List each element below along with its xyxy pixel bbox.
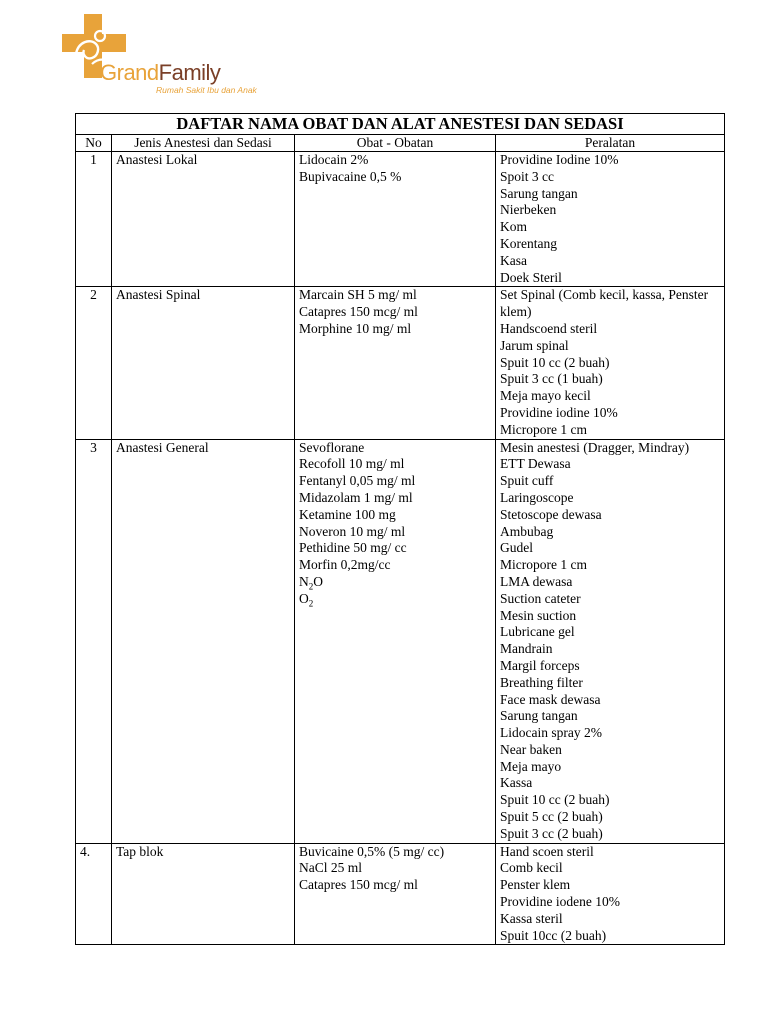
peralatan-item: Mandrain [500, 641, 553, 657]
obat-item: Bupivacaine 0,5 % [299, 168, 402, 184]
obat-item-n2o [299, 574, 491, 591]
peralatan-item: Sarung tangan [500, 185, 578, 201]
row-peralatan [496, 439, 725, 843]
header-no: No [76, 135, 112, 152]
peralatan-item: Hand scoen steril [500, 843, 594, 859]
row-peralatan [496, 843, 725, 945]
peralatan-item: Jarum spinal [500, 337, 569, 353]
peralatan-item: Providine iodine 10% [500, 404, 618, 420]
peralatan-item: Kassa [500, 775, 533, 791]
header-jenis: Jenis Anestesi dan Sedasi [112, 135, 295, 152]
row-jenis: Anastesi Spinal [112, 287, 295, 439]
peralatan-item: Micropore 1 cm [500, 421, 587, 437]
obat-item: Morfin 0,2mg/cc [299, 557, 391, 573]
drug-equipment-table [75, 113, 725, 945]
o2-subscript: 2 [308, 598, 314, 609]
row-obat [295, 439, 496, 843]
peralatan-item: Margil forceps [500, 657, 580, 673]
obat-item: NaCl 25 ml [299, 860, 362, 876]
obat-item: Recofoll 10 mg/ ml [299, 456, 405, 472]
row-obat [295, 287, 496, 439]
peralatan-item: Meja mayo kecil [500, 388, 591, 404]
header-obat: Obat - Obatan [295, 135, 496, 152]
peralatan-item: Kom [500, 219, 527, 235]
row-number: 4. [76, 843, 112, 945]
obat-item: Noveron 10 mg/ ml [299, 523, 406, 539]
obat-item: Fentanyl 0,05 mg/ ml [299, 473, 416, 489]
n2o-subscript: 2 [308, 581, 314, 592]
row-peralatan [496, 287, 725, 439]
peralatan-item: Gudel [500, 540, 533, 556]
n2o-o: O [313, 573, 323, 589]
row-jenis: Anastesi Lokal [112, 152, 295, 287]
obat-item: Catapres 150 mcg/ ml [299, 304, 418, 320]
obat-item: Lidocain 2% [299, 152, 369, 167]
logo-family-text: Family [158, 60, 221, 85]
peralatan-item: Laringoscope [500, 489, 574, 505]
peralatan-item: Spuit 10 cc (2 buah) [500, 792, 610, 808]
row-peralatan [496, 152, 725, 287]
row-obat [295, 843, 496, 945]
obat-item: Catapres 150 mcg/ ml [299, 877, 418, 893]
obat-item: Midazolam 1 mg/ ml [299, 489, 413, 505]
row-number: 3 [76, 439, 112, 843]
o2-o: O [299, 590, 309, 606]
table-row [76, 287, 725, 439]
peralatan-item: Spuit cuff [500, 473, 554, 489]
peralatan-item: Face mask dewasa [500, 691, 601, 707]
table-title: DAFTAR NAMA OBAT DAN ALAT ANESTESI DAN SEDASI [76, 114, 725, 135]
peralatan-item: Breathing filter [500, 674, 583, 690]
peralatan-item: Penster klem [500, 877, 571, 893]
peralatan-item: Lubricane gel [500, 624, 575, 640]
peralatan-item: Ambubag [500, 523, 554, 539]
peralatan-item: Spuit 10cc (2 buah) [500, 927, 607, 943]
peralatan-item: Stetoscope dewasa [500, 506, 602, 522]
obat-item: Sevoflorane [299, 439, 365, 455]
peralatan-item: Sarung tangan [500, 708, 578, 724]
obat-item: Buvicaine 0,5% (5 mg/ cc) [299, 843, 445, 859]
peralatan-item: Spuit 10 cc (2 buah) [500, 354, 610, 370]
logo-grand-text: Grand [100, 60, 159, 85]
peralatan-item: Spuit 5 cc (2 buah) [500, 809, 603, 825]
peralatan-item: Nierbeken [500, 202, 557, 218]
peralatan-item: Near baken [500, 741, 562, 757]
obat-item: Pethidine 50 mg/ cc [299, 540, 407, 556]
row-number: 2 [76, 287, 112, 439]
peralatan-item: Set Spinal (Comb kecil, kassa, Penster klem) [500, 287, 709, 320]
obat-item: Marcain SH 5 mg/ ml [299, 287, 417, 303]
peralatan-item: Mesin suction [500, 607, 577, 623]
peralatan-item: Spoit 3 cc [500, 168, 554, 184]
peralatan-item: Micropore 1 cm [500, 557, 587, 573]
peralatan-item: Lidocain spray 2% [500, 725, 602, 741]
peralatan-item: Doek Steril [500, 269, 562, 285]
n2o-n: N [299, 573, 309, 589]
header-peralatan: Peralatan [496, 135, 725, 152]
peralatan-item: Providine iodene 10% [500, 894, 620, 910]
obat-item: Morphine 10 mg/ ml [299, 320, 412, 336]
peralatan-item: Providine Iodine 10% [500, 152, 619, 167]
peralatan-item: ETT Dewasa [500, 456, 571, 472]
row-jenis: Tap blok [112, 843, 295, 945]
row-number: 1 [76, 152, 112, 287]
peralatan-item: Spuit 3 cc (2 buah) [500, 825, 603, 841]
hospital-logo [62, 14, 257, 104]
logo-tagline: Rumah Sakit Ibu dan Anak [156, 85, 257, 95]
peralatan-item: Handscoend steril [500, 320, 598, 336]
row-jenis: Anastesi General [112, 439, 295, 843]
peralatan-item: LMA dewasa [500, 573, 573, 589]
peralatan-item: Meja mayo [500, 758, 562, 774]
table-row [76, 843, 725, 945]
peralatan-item: Comb kecil [500, 860, 563, 876]
table-row [76, 439, 725, 843]
peralatan-item: Spuit 3 cc (1 buah) [500, 371, 603, 387]
peralatan-item: Kasa [500, 252, 527, 268]
obat-item-o2 [299, 591, 491, 608]
logo-wordmark [100, 62, 220, 84]
peralatan-item: Suction cateter [500, 590, 581, 606]
table-header-row [76, 135, 725, 152]
peralatan-item: Mesin anestesi (Dragger, Mindray) [500, 439, 690, 455]
obat-item: Ketamine 100 mg [299, 506, 396, 522]
row-obat [295, 152, 496, 287]
peralatan-item: Korentang [500, 235, 557, 251]
peralatan-item: Kassa steril [500, 910, 563, 926]
table-row [76, 152, 725, 287]
